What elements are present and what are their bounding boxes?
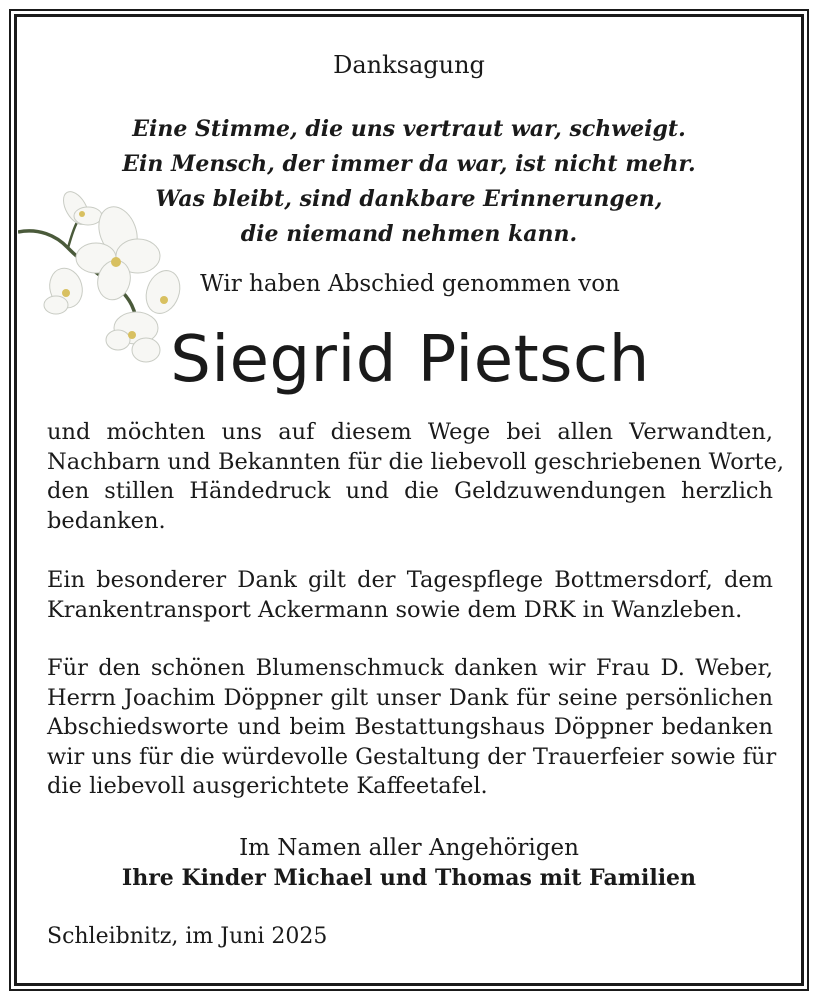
paragraph-line: Herrn Joachim Döppner gilt unser Dank für seine persönlichen [47, 684, 773, 711]
paragraph-line: Krankentransport Ackermann sowie dem DRK in Wanzleben. [47, 596, 743, 623]
paragraph-line: den stillen Händedruck und die Geldzuwendungen herzlich [47, 478, 773, 504]
poem-line: Ein Mensch, der immer da war, ist nicht mehr. [122, 151, 696, 177]
paragraph-line: Abschiedsworte und beim Bestattungshaus Döppner bedanken [47, 714, 773, 740]
paragraph-line: Ein besonderer Dank gilt der Tagespflege Bottmersdorf, dem [47, 567, 773, 593]
paragraph-line: Für den schönen Blumenschmuck danken wir Frau D. Weber, [47, 655, 773, 681]
poem-line: Was bleibt, sind dankbare Erinnerungen, [155, 186, 663, 212]
poem-line: Eine Stimme, die uns vertraut war, schweigt. [132, 116, 686, 142]
deceased-name: Siegrid Pietsch [170, 323, 650, 397]
special-thanks-paragraph [47, 566, 773, 625]
place-date: Schleibnitz, im Juni 2025 [47, 924, 328, 949]
thanks-paragraph [47, 418, 785, 536]
poem-line: die niemand nehmen kann. [240, 221, 578, 247]
poem-block [100, 112, 718, 252]
paragraph-line: Nachbarn und Bekannten für die liebevoll geschriebenen Worte, [47, 448, 785, 475]
notice-heading: Danksagung [333, 51, 485, 79]
signature-intro: Im Namen aller Angehörigen [239, 835, 579, 861]
paragraph-line: bedanken. [47, 507, 166, 534]
signature-names: Ihre Kinder Michael und Thomas mit Familien [121, 865, 697, 891]
paragraph-line: und möchten uns auf diesem Wege bei allen Verwandten, [47, 419, 773, 445]
paragraph-line: die liebevoll ausgerichtete Kaffeetafel. [47, 773, 488, 799]
flowers-thanks-paragraph [47, 654, 777, 802]
paragraph-line: wir uns für die würdevolle Gestaltung der Trauerfeier sowie für [47, 743, 777, 770]
intro-line: Wir haben Abschied genommen von [200, 271, 620, 297]
